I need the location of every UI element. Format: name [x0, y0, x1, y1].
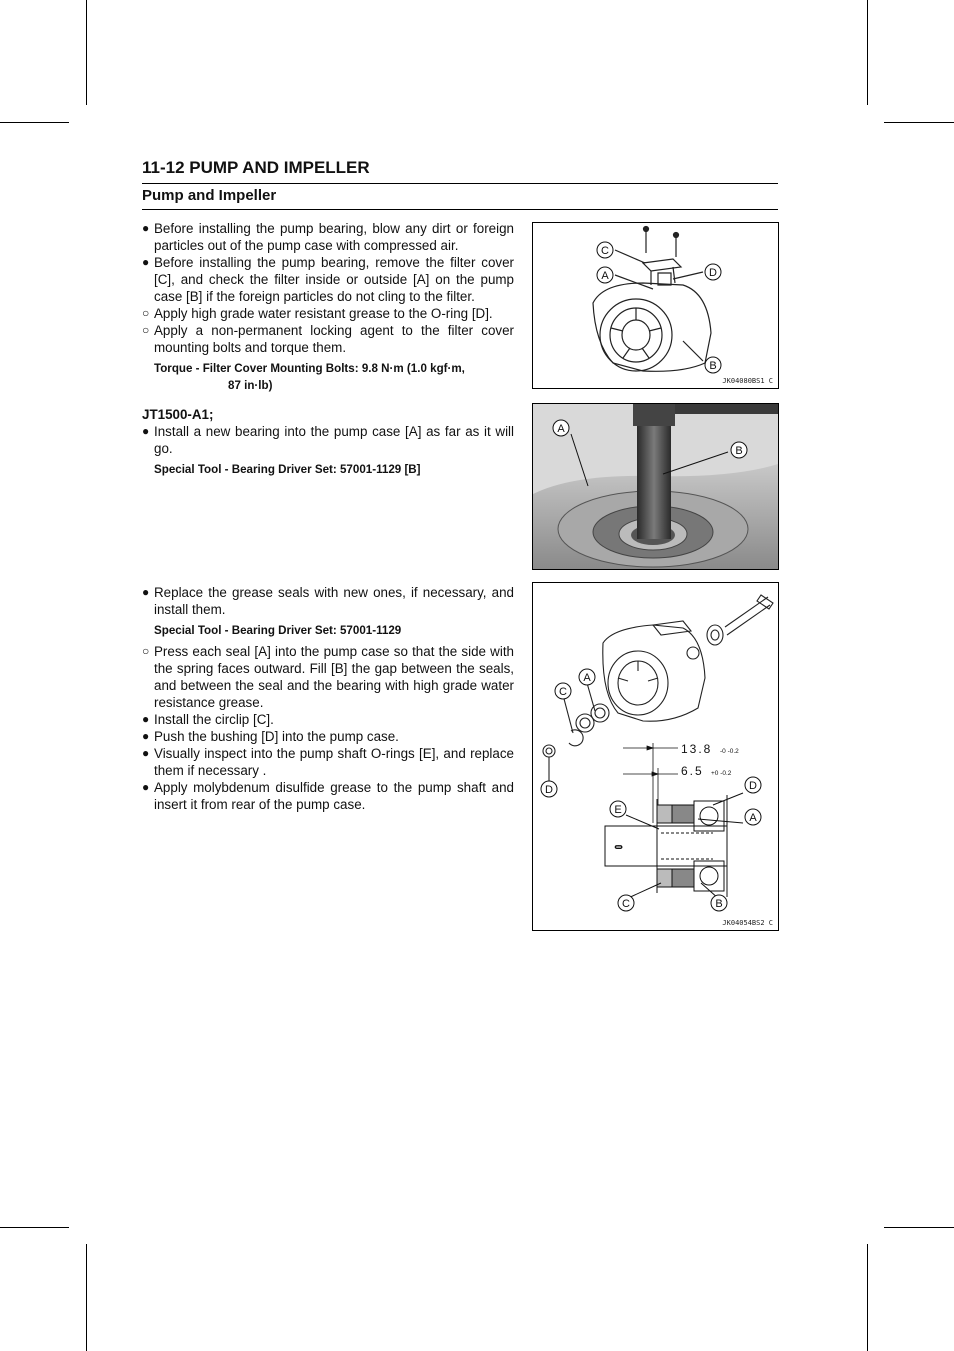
crop-mark: [0, 122, 69, 123]
callout-b: [731, 442, 747, 458]
crop-mark: [867, 1244, 868, 1351]
callout-a: [745, 809, 761, 825]
svg-text:A: A: [583, 672, 591, 684]
callout-a: [597, 267, 613, 283]
crop-mark: [884, 1227, 954, 1228]
svg-text:⊂⊃: ⊂⊃: [615, 844, 623, 851]
svg-text:A: A: [557, 423, 565, 435]
figure-code: JK04054BS2 C: [722, 919, 773, 927]
block-seal-install: [142, 584, 514, 813]
callout-b: [705, 357, 721, 373]
dimension-2-tolerance: +0 -0.2: [711, 770, 732, 777]
svg-text:E: E: [614, 804, 622, 816]
svg-text:B: B: [709, 360, 717, 372]
torque-spec: Torque - Filter Cover Mounting Bolts: 9.8 N·m (1.0 kgf·m, 87 in·lb): [154, 362, 465, 392]
crop-mark: [867, 0, 868, 105]
svg-text:B: B: [735, 445, 743, 457]
section-title: Pump and Impeller: [142, 186, 778, 210]
dimension-1-tolerance: -0 -0.2: [720, 748, 739, 755]
model-subhead: JT1500-A1;: [142, 407, 214, 422]
crop-mark: [884, 122, 954, 123]
callout-d: [705, 264, 721, 280]
figure-bearing-driver: [532, 403, 779, 570]
svg-text:A: A: [749, 812, 757, 824]
callout-d: [541, 781, 557, 797]
list-item: ● Install the circlip [C].: [142, 712, 274, 727]
callout-c: [618, 895, 634, 911]
figure-filter-cover: [532, 222, 779, 389]
list-item: ● Apply molybdenum disulfide grease to the pump shaft and insert it from rear of the pump case.: [142, 780, 514, 812]
callout-d: [745, 777, 761, 793]
svg-text:C: C: [601, 245, 609, 257]
dimension-1: 13.8: [681, 742, 713, 756]
svg-text:C: C: [559, 686, 567, 698]
list-item: ● Install a new bearing into the pump case [A] as far as it will go.: [142, 424, 514, 456]
page-header: 11-12 PUMP AND IMPELLER: [142, 157, 778, 184]
list-item: ● Before installing the pump bearing, remove the filter cover [C], and check the filter inside or outside [A] on the pump case [B] if the foreign particles do not cling to the filter.: [142, 255, 514, 304]
crop-mark: [0, 1227, 69, 1228]
dimension-2: 6.5: [681, 764, 704, 778]
figure-seal-section: [532, 582, 779, 931]
callout-c: [597, 242, 613, 258]
callout-a: [579, 669, 595, 685]
figure-code: JK04080BS1 C: [722, 377, 773, 385]
special-tool-note: Special Tool - Bearing Driver Set: 57001-1129 [B]: [154, 463, 421, 476]
svg-text:D: D: [545, 784, 553, 796]
list-item: ● Visually inspect into the pump shaft O-rings [E], and replace them if necessary .: [142, 746, 514, 778]
block-filter-check: [142, 220, 514, 394]
block-bearing-install: [142, 406, 514, 478]
callout-b: [711, 895, 727, 911]
list-item: ● Replace the grease seals with new ones, if necessary, and install them.: [142, 585, 514, 617]
callout-a: [553, 420, 569, 436]
svg-text:B: B: [715, 898, 723, 910]
special-tool-note: Special Tool - Bearing Driver Set: 57001-1129: [154, 624, 402, 637]
callout-e: [610, 801, 626, 817]
svg-text:D: D: [749, 780, 757, 792]
callout-c: [555, 683, 571, 699]
crop-mark: [86, 0, 87, 105]
svg-text:D: D: [709, 267, 717, 279]
svg-text:C: C: [622, 898, 630, 910]
crop-mark: [86, 1244, 87, 1351]
list-item: ● Push the bushing [D] into the pump case.: [142, 729, 399, 744]
list-item: ○ Press each seal [A] into the pump case so that the side with the spring faces outward. Fill [B] the gap between the seals, and between the seal and the bearing with high grade water resistance grease.: [142, 644, 514, 710]
list-item: ● Before installing the pump bearing, blow any dirt or foreign particles out of the pump case with compressed air.: [142, 221, 514, 253]
list-item: ○ Apply high grade water resistant grease to the O-ring [D].: [142, 306, 493, 321]
list-item: ○ Apply a non-permanent locking agent to the filter cover mounting bolts and torque them.: [142, 323, 514, 355]
svg-text:A: A: [601, 270, 609, 282]
